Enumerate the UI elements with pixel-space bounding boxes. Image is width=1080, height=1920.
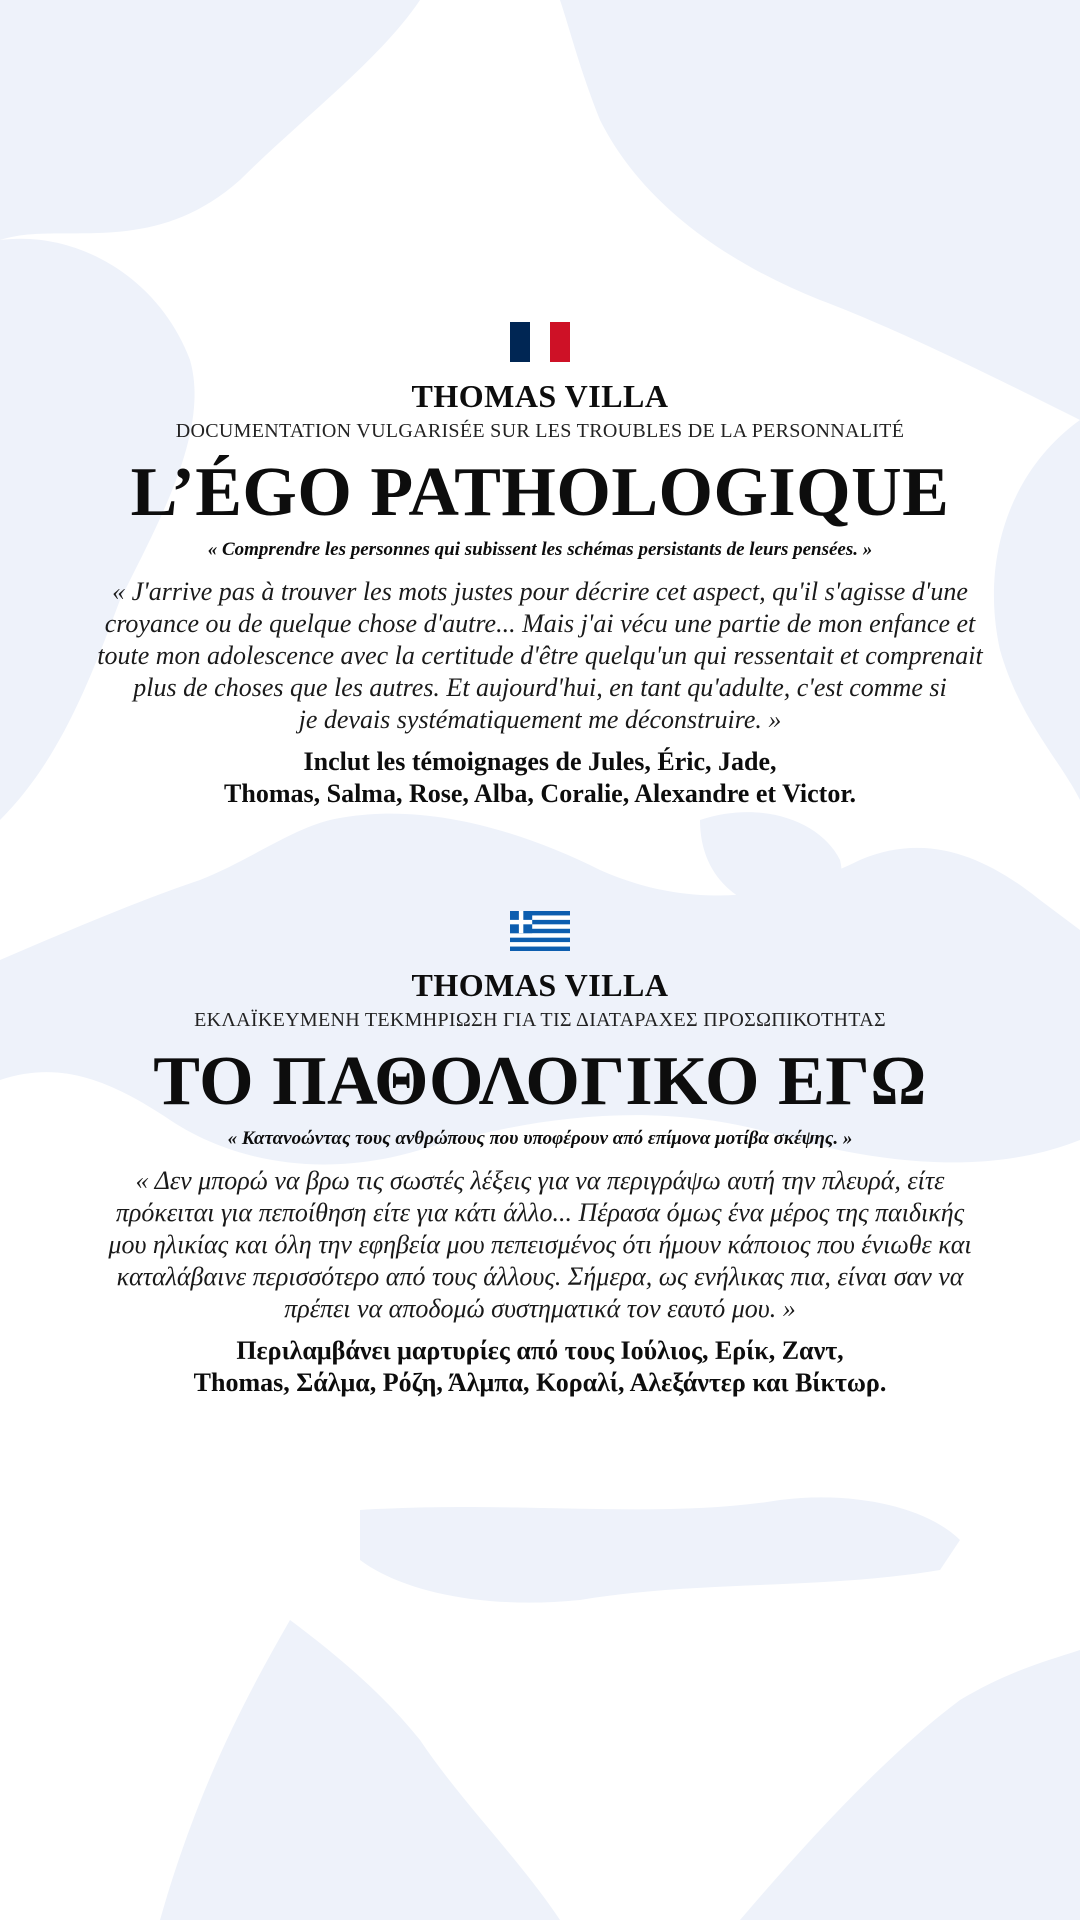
quote-line: πρόκειται για πεποίθηση είτε για κάτι άλλο... Πέρασα όμως ένα μέρος της παιδικής bbox=[115, 1198, 965, 1227]
quote-line: toute mon adolescence avec la certitude d'être quelqu'un qui ressentait et comprenait bbox=[97, 641, 983, 670]
quote-line: καταλάβαινε περισσότερο από τους άλλους. Σήμερα, ως ενήλικας πια, είναι σαν να bbox=[116, 1262, 964, 1291]
book-tagline: « Comprendre les personnes qui subissent les schémas persistants de leurs pensées. » bbox=[207, 539, 873, 560]
quote-line: μου ηλικίας και όλη την εφηβεία μου πεπεισμένος ότι ήμουν κάποιος που ένιωθε και bbox=[108, 1230, 972, 1259]
includes-line: Thomas, Σάλμα, Ρόζη, Άλμπα, Κοραλί, Αλεξάντερ και Βίκτωρ. bbox=[193, 1368, 887, 1397]
testimonials-list bbox=[0, 1335, 1080, 1399]
includes-line: Thomas, Salma, Rose, Alba, Coralie, Alexandre et Victor. bbox=[224, 779, 856, 808]
quote-line: plus de choses que les autres. Et aujourd'hui, en tant qu'adulte, c'est comme si bbox=[133, 673, 947, 702]
quote-line: πρέπει να αποδομώ συστηματικά τον εαυτό μου. » bbox=[284, 1294, 796, 1323]
testimony-quote bbox=[45, 1165, 1035, 1325]
book-title: L’ÉGO PATHOLOGIQUE bbox=[130, 454, 950, 531]
book-title: ΤΟ ΠΑΘΟΛΟΓΙΚΟ ΕΓΩ bbox=[153, 1043, 927, 1120]
quote-line: « Δεν μπορώ να βρω τις σωστές λέξεις για να περιγράψω αυτή την πλευρά, είτε bbox=[135, 1166, 945, 1195]
testimony-quote bbox=[45, 576, 1035, 736]
quote-line: croyance ou de quelque chose d'autre... Mais j'ai vécu une partie de mon enfance et bbox=[104, 609, 976, 638]
includes-line: Περιλαμβάνει μαρτυρίες από τους Ιούλιος, Ερίκ, Ζαντ, bbox=[236, 1336, 844, 1365]
book-subtitle: DOCUMENTATION VULGARISÉE SUR LES TROUBLES DE LA PERSONNALITÉ bbox=[175, 420, 905, 442]
france-flag-icon bbox=[510, 322, 570, 362]
book-subtitle: ΕΚΛΑΪΚΕΥΜΕΝΗ ΤΕΚΜΗΡΙΩΣΗ ΓΙΑ ΤΙΣ ΔΙΑΤΑΡΑΧΕΣ ΠΡΟΣΩΠΙΚΟΤΗΤΑΣ bbox=[194, 1009, 886, 1031]
author-name: THOMAS VILLA bbox=[411, 378, 669, 414]
quote-line: « J'arrive pas à trouver les mots justes pour décrire cet aspect, qu'il s'agisse d'une bbox=[112, 577, 968, 606]
testimonials-list bbox=[0, 746, 1080, 810]
includes-line: Inclut les témoignages de Jules, Éric, Jade, bbox=[303, 747, 777, 776]
book-tagline: « Κατανοώντας τους ανθρώπους που υποφέρουν από επίμονα μοτίβα σκέψης. » bbox=[227, 1128, 853, 1149]
greek-edition bbox=[0, 911, 1080, 1399]
french-edition bbox=[0, 322, 1080, 810]
quote-line: je devais systématiquement me déconstruire. » bbox=[298, 705, 782, 734]
author-name: THOMAS VILLA bbox=[411, 967, 669, 1003]
greece-flag-icon bbox=[510, 911, 570, 951]
